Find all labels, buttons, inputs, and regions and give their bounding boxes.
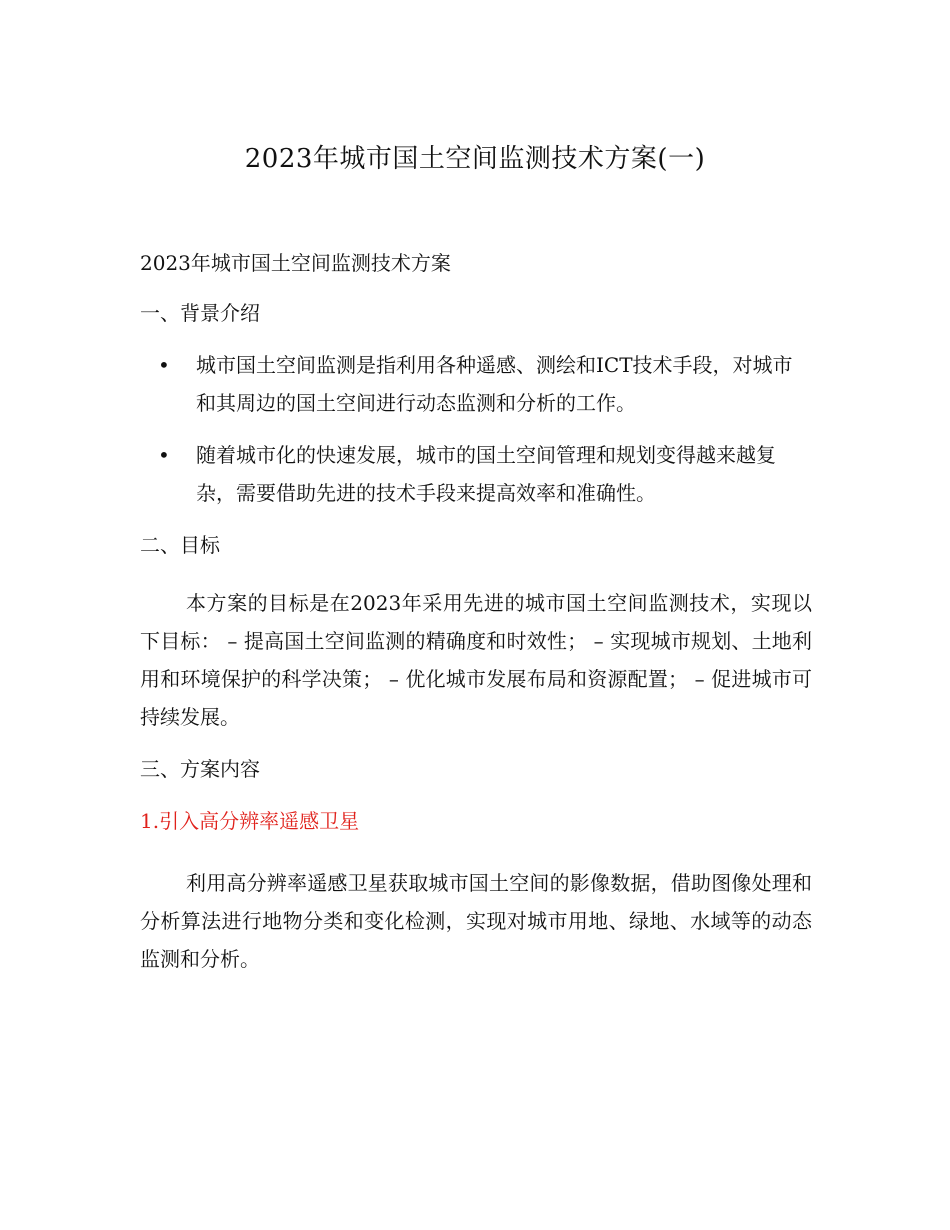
section-heading-plan: 三、方案内容 <box>140 757 260 781</box>
document-body <box>140 244 812 992</box>
background-bullet-list <box>140 346 812 512</box>
document-subtitle: 2023年城市国土空间监测技术方案 <box>140 251 451 275</box>
subsection-heading-satellite: 1.引入高分辨率遥感卫星 <box>140 809 360 833</box>
section-heading-background: 一、背景介绍 <box>140 301 260 325</box>
goals-paragraph: 本方案的目标是在2023年采用先进的城市国土空间监测技术，实现以下目标： – 提高国土空间监测的精确度和时效性； – 实现城市规划、土地利用和环境保护的科学决策； – 优化城市发展布局和资源配置； – 促进城市可持续发展。 <box>140 591 812 729</box>
satellite-paragraph: 利用高分辨率遥感卫星获取城市国土空间的影像数据，借助图像处理和分析算法进行地物分类和变化检测，实现对城市用地、绿地、水域等的动态监测和分析。 <box>140 871 812 971</box>
bullet-icon: • <box>158 353 170 377</box>
bullet-icon: • <box>158 443 170 467</box>
bullet-text: 随着城市化的快速发展，城市的国土空间管理和规划变得越来越复杂，需要借助先进的技术手段来提高效率和准确性。 <box>196 443 776 505</box>
section-heading-goals: 二、目标 <box>140 533 220 557</box>
bullet-text: 城市国土空间监测是指利用各种遥感、测绘和ICT技术手段，对城市和其周边的国土空间进行动态监测和分析的工作。 <box>196 353 793 415</box>
document-title: 2023年城市国土空间监测技术方案(一) <box>244 144 706 174</box>
list-item <box>140 346 812 422</box>
list-item <box>140 436 812 512</box>
